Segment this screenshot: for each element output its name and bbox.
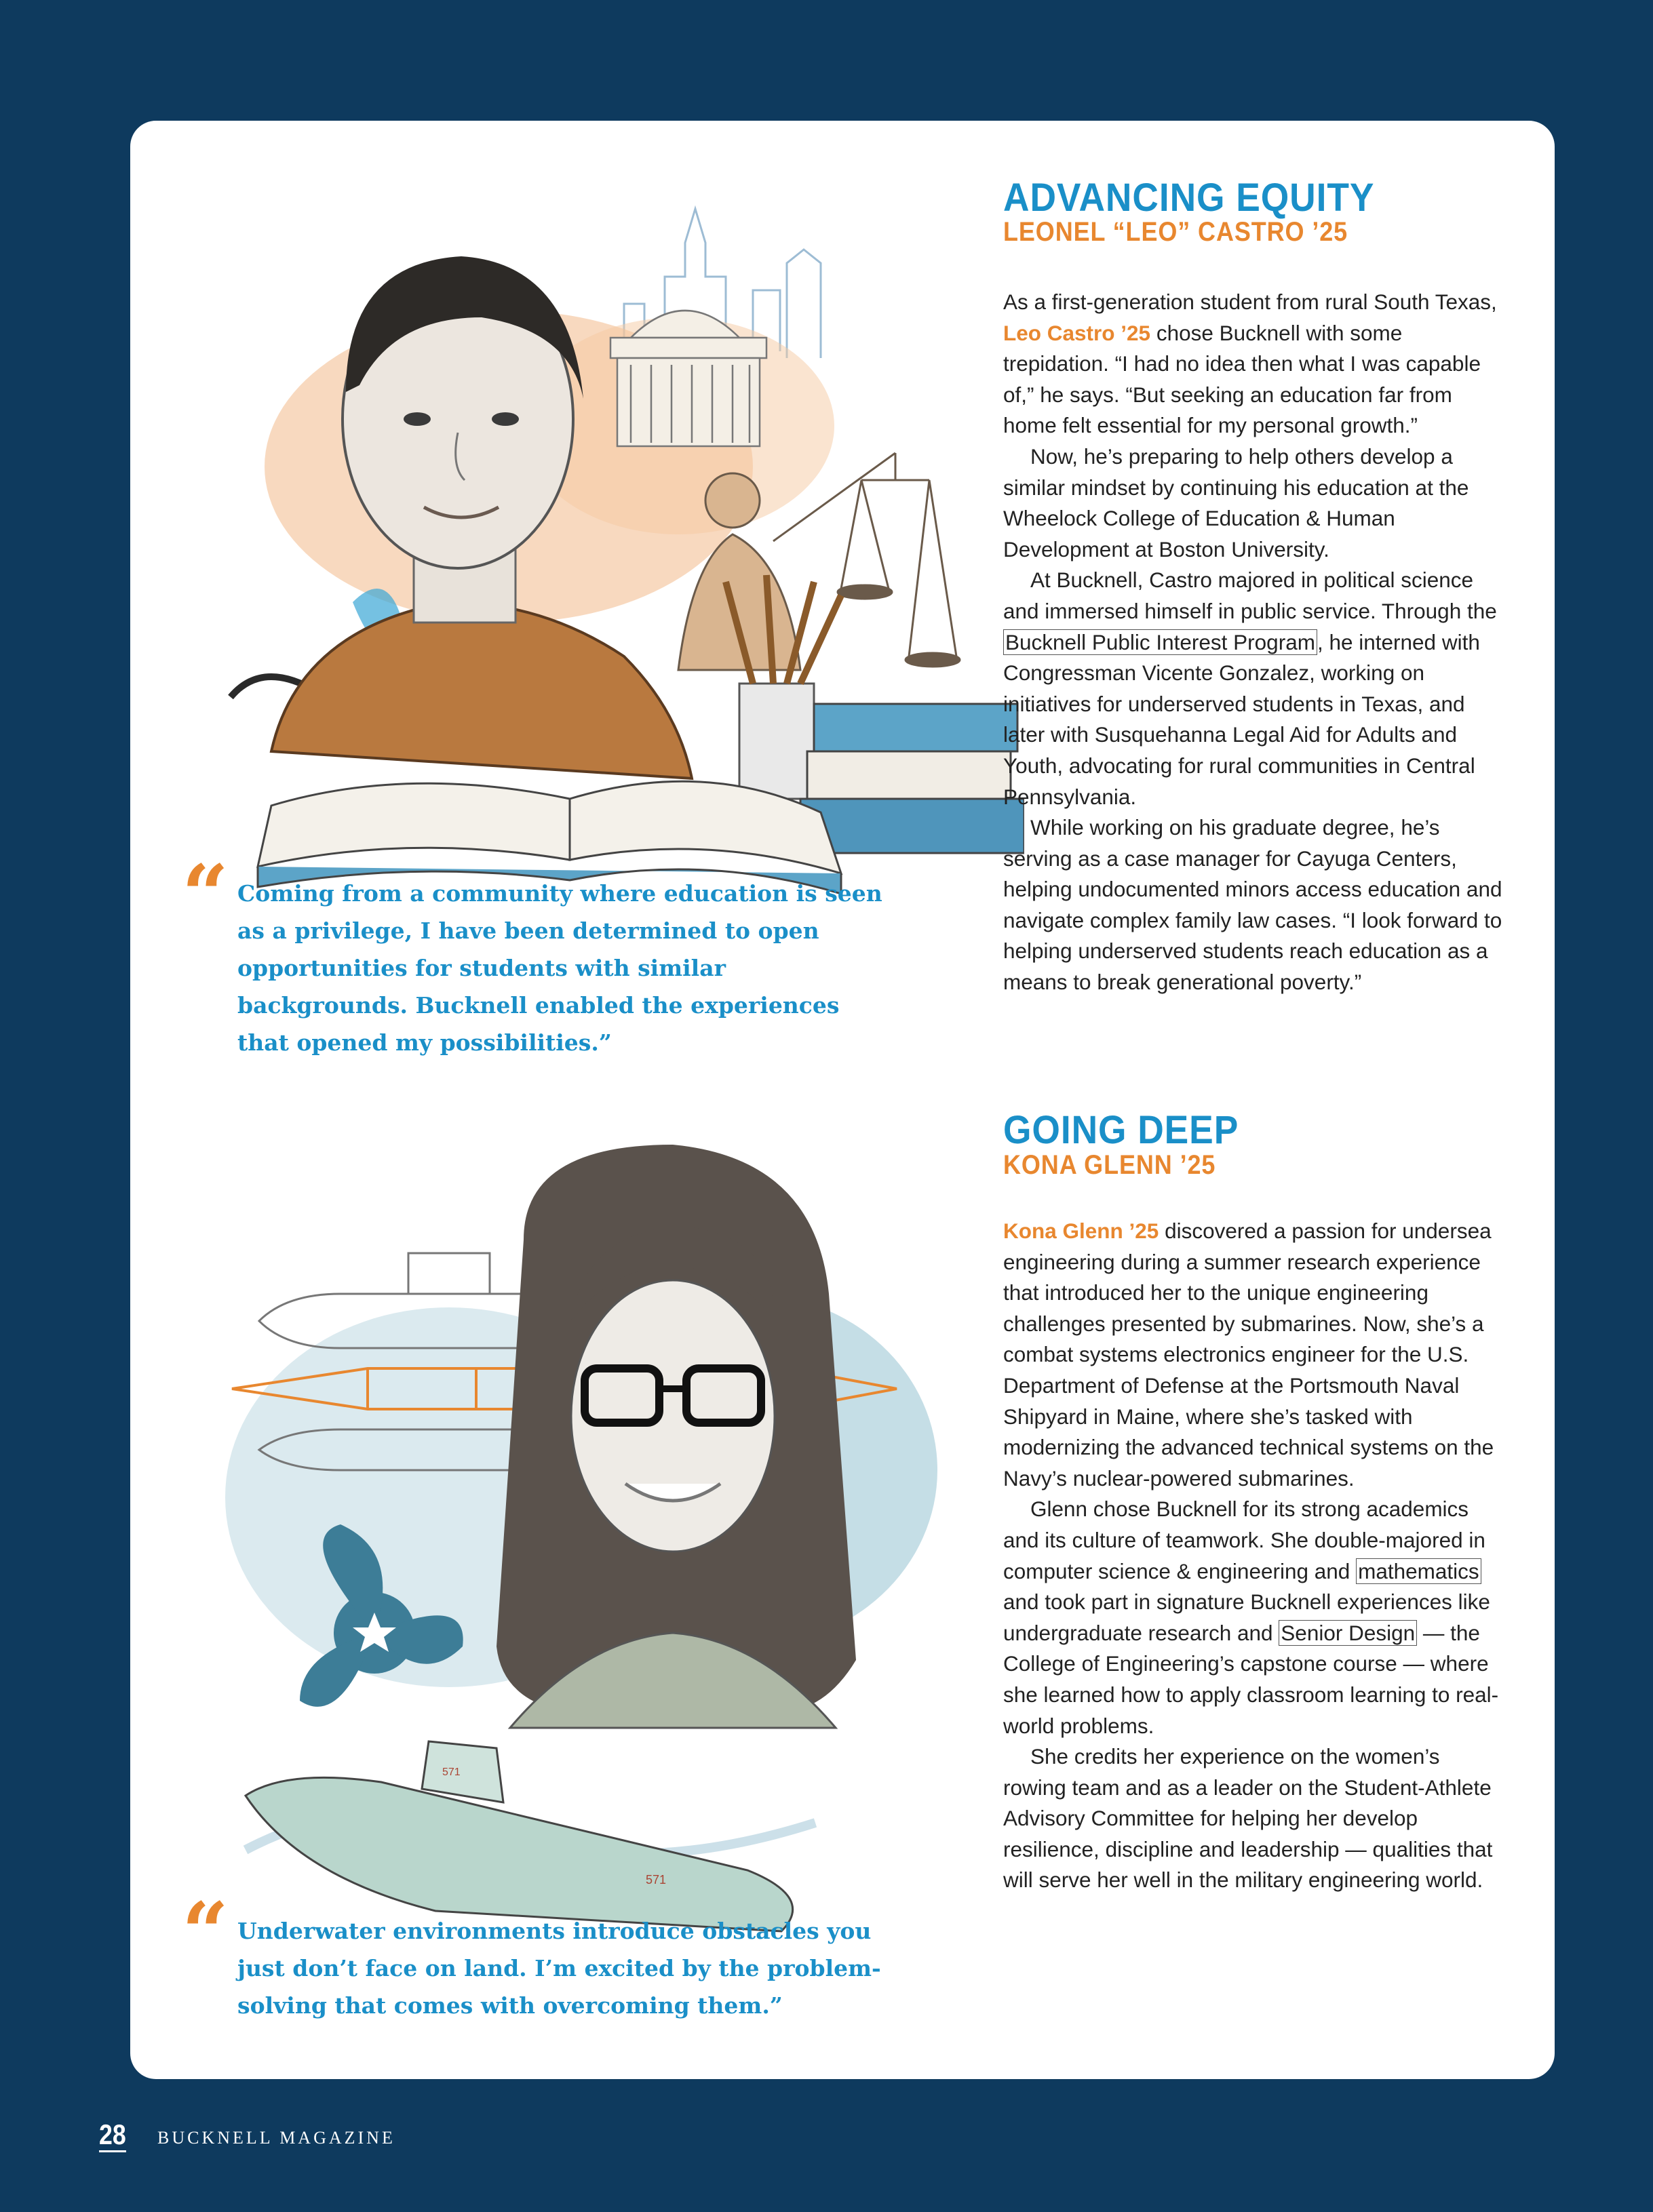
quote-mark-icon: “ bbox=[182, 847, 229, 943]
page-number bbox=[99, 2118, 126, 2151]
mathematics-link[interactable]: mathematics bbox=[1356, 1558, 1481, 1584]
text-run: discovered a passion for undersea engineering during a summer research experience that introduced her to the unique engineering challenges presented by submarines. Now, she’s a combat systems electronics engineer for the U.S. Department of Defense at the Portsmouth Naval Shipyard in Maine, where she’s tasked with modernizing the advanced technical systems on the Navy’s nuclear-powered submarines. bbox=[1003, 1219, 1494, 1490]
name-highlight: Kona Glenn ’25 bbox=[1003, 1219, 1159, 1243]
text-run: and took part in signature Bucknell experiences like undergraduate research and bbox=[1003, 1589, 1490, 1645]
paragraph bbox=[1003, 287, 1505, 441]
portrait-education-justice-illustration bbox=[190, 182, 1024, 928]
magazine-name: BUCKNELL MAGAZINE bbox=[157, 2128, 395, 2148]
section1-body bbox=[1003, 287, 1505, 998]
quote-mark-icon: “ bbox=[182, 1884, 229, 1980]
pull-quote-glenn: Underwater environments introduce obstacles you just don’t face on land. I’m excited by the problem-solving that comes with overcoming them.” bbox=[237, 1918, 881, 2019]
text-run: chose Bucknell with some trepidation. “I had no idea then what I was capable of,” he says. “But seeking an education far from home felt essential for my personal growth.” bbox=[1003, 320, 1481, 438]
hull-number-label: 571 bbox=[442, 1766, 461, 1778]
paragraph: Now, he’s preparing to help others develop a similar mindset by continuing his education at the Wheelock College of Education & Human Development at Boston University. bbox=[1003, 443, 1469, 561]
illustration-2-svg bbox=[205, 1118, 1039, 1986]
pull-quote-castro: Coming from a community where education is seen as a privilege, I have been determined to open opportunities for students with similar backgrounds. Bucknell enabled the experiences that opened my possibilities.” bbox=[237, 880, 882, 1056]
name-highlight: Leo Castro ’25 bbox=[1003, 320, 1151, 345]
portrait-submarine-illustration bbox=[205, 1118, 1039, 1986]
section-byline-glenn: KONA GLENN ’25 bbox=[1003, 1150, 1216, 1180]
senior-design-link[interactable]: Senior Design bbox=[1279, 1620, 1417, 1646]
paragraph: While working on his graduate degree, he’s serving as a case manager for Cayuga Centers, helping undocumented minors access education and navigate complex family law cases. “I look forward to helping underserved students reach education as a means to break generational poverty.” bbox=[1003, 815, 1502, 995]
paragraph bbox=[1003, 565, 1505, 812]
text-run: Glenn chose Bucknell for its strong academics and its culture of teamwork. She double-majored in computer science & engineering and bbox=[1003, 1497, 1485, 1583]
submarine-icon bbox=[246, 1741, 793, 1931]
text-run: At Bucknell, Castro majored in political science and immersed himself in public service. Through the bbox=[1003, 568, 1497, 623]
public-interest-program-link[interactable]: Bucknell Public Interest Program bbox=[1003, 629, 1317, 655]
engineer-portrait bbox=[497, 1145, 856, 1728]
section-byline-castro: LEONEL “LEO” CASTRO ’25 bbox=[1003, 217, 1348, 247]
text-run: As a first-generation student from rural South Texas, bbox=[1003, 290, 1497, 314]
section-heading-going-deep: GOING DEEP bbox=[1003, 1108, 1239, 1152]
text-run: , he interned with Congressman Vicente Gonzalez, working on initiatives for underserved students in Texas, and later with Susquehanna Legal Aid for Adults and Youth, advocating for rural communities in Central Pennsylvania. bbox=[1003, 629, 1480, 809]
section-heading-advancing-equity: ADVANCING EQUITY bbox=[1003, 176, 1375, 220]
illustration-1-svg bbox=[190, 182, 1024, 928]
article-card bbox=[130, 121, 1555, 2079]
paragraph bbox=[1003, 1216, 1505, 1494]
page-number-text: 28 bbox=[99, 2118, 126, 2152]
section2-body bbox=[1003, 1216, 1505, 1896]
paragraph bbox=[1003, 1494, 1505, 1741]
hull-number-label-side: 571 bbox=[646, 1873, 667, 1887]
text-run: — the College of Engineering’s capstone course — where she learned how to apply classroom learning to real-world problems. bbox=[1003, 1620, 1499, 1738]
paragraph: She credits her experience on the women’s rowing team and as a leader on the Student-Athlete Advisory Committee for helping her develop resilience, discipline and leadership — qualities that will serve her well in the military engineering world. bbox=[1003, 1744, 1493, 1893]
book-stack-icon bbox=[800, 704, 1024, 853]
